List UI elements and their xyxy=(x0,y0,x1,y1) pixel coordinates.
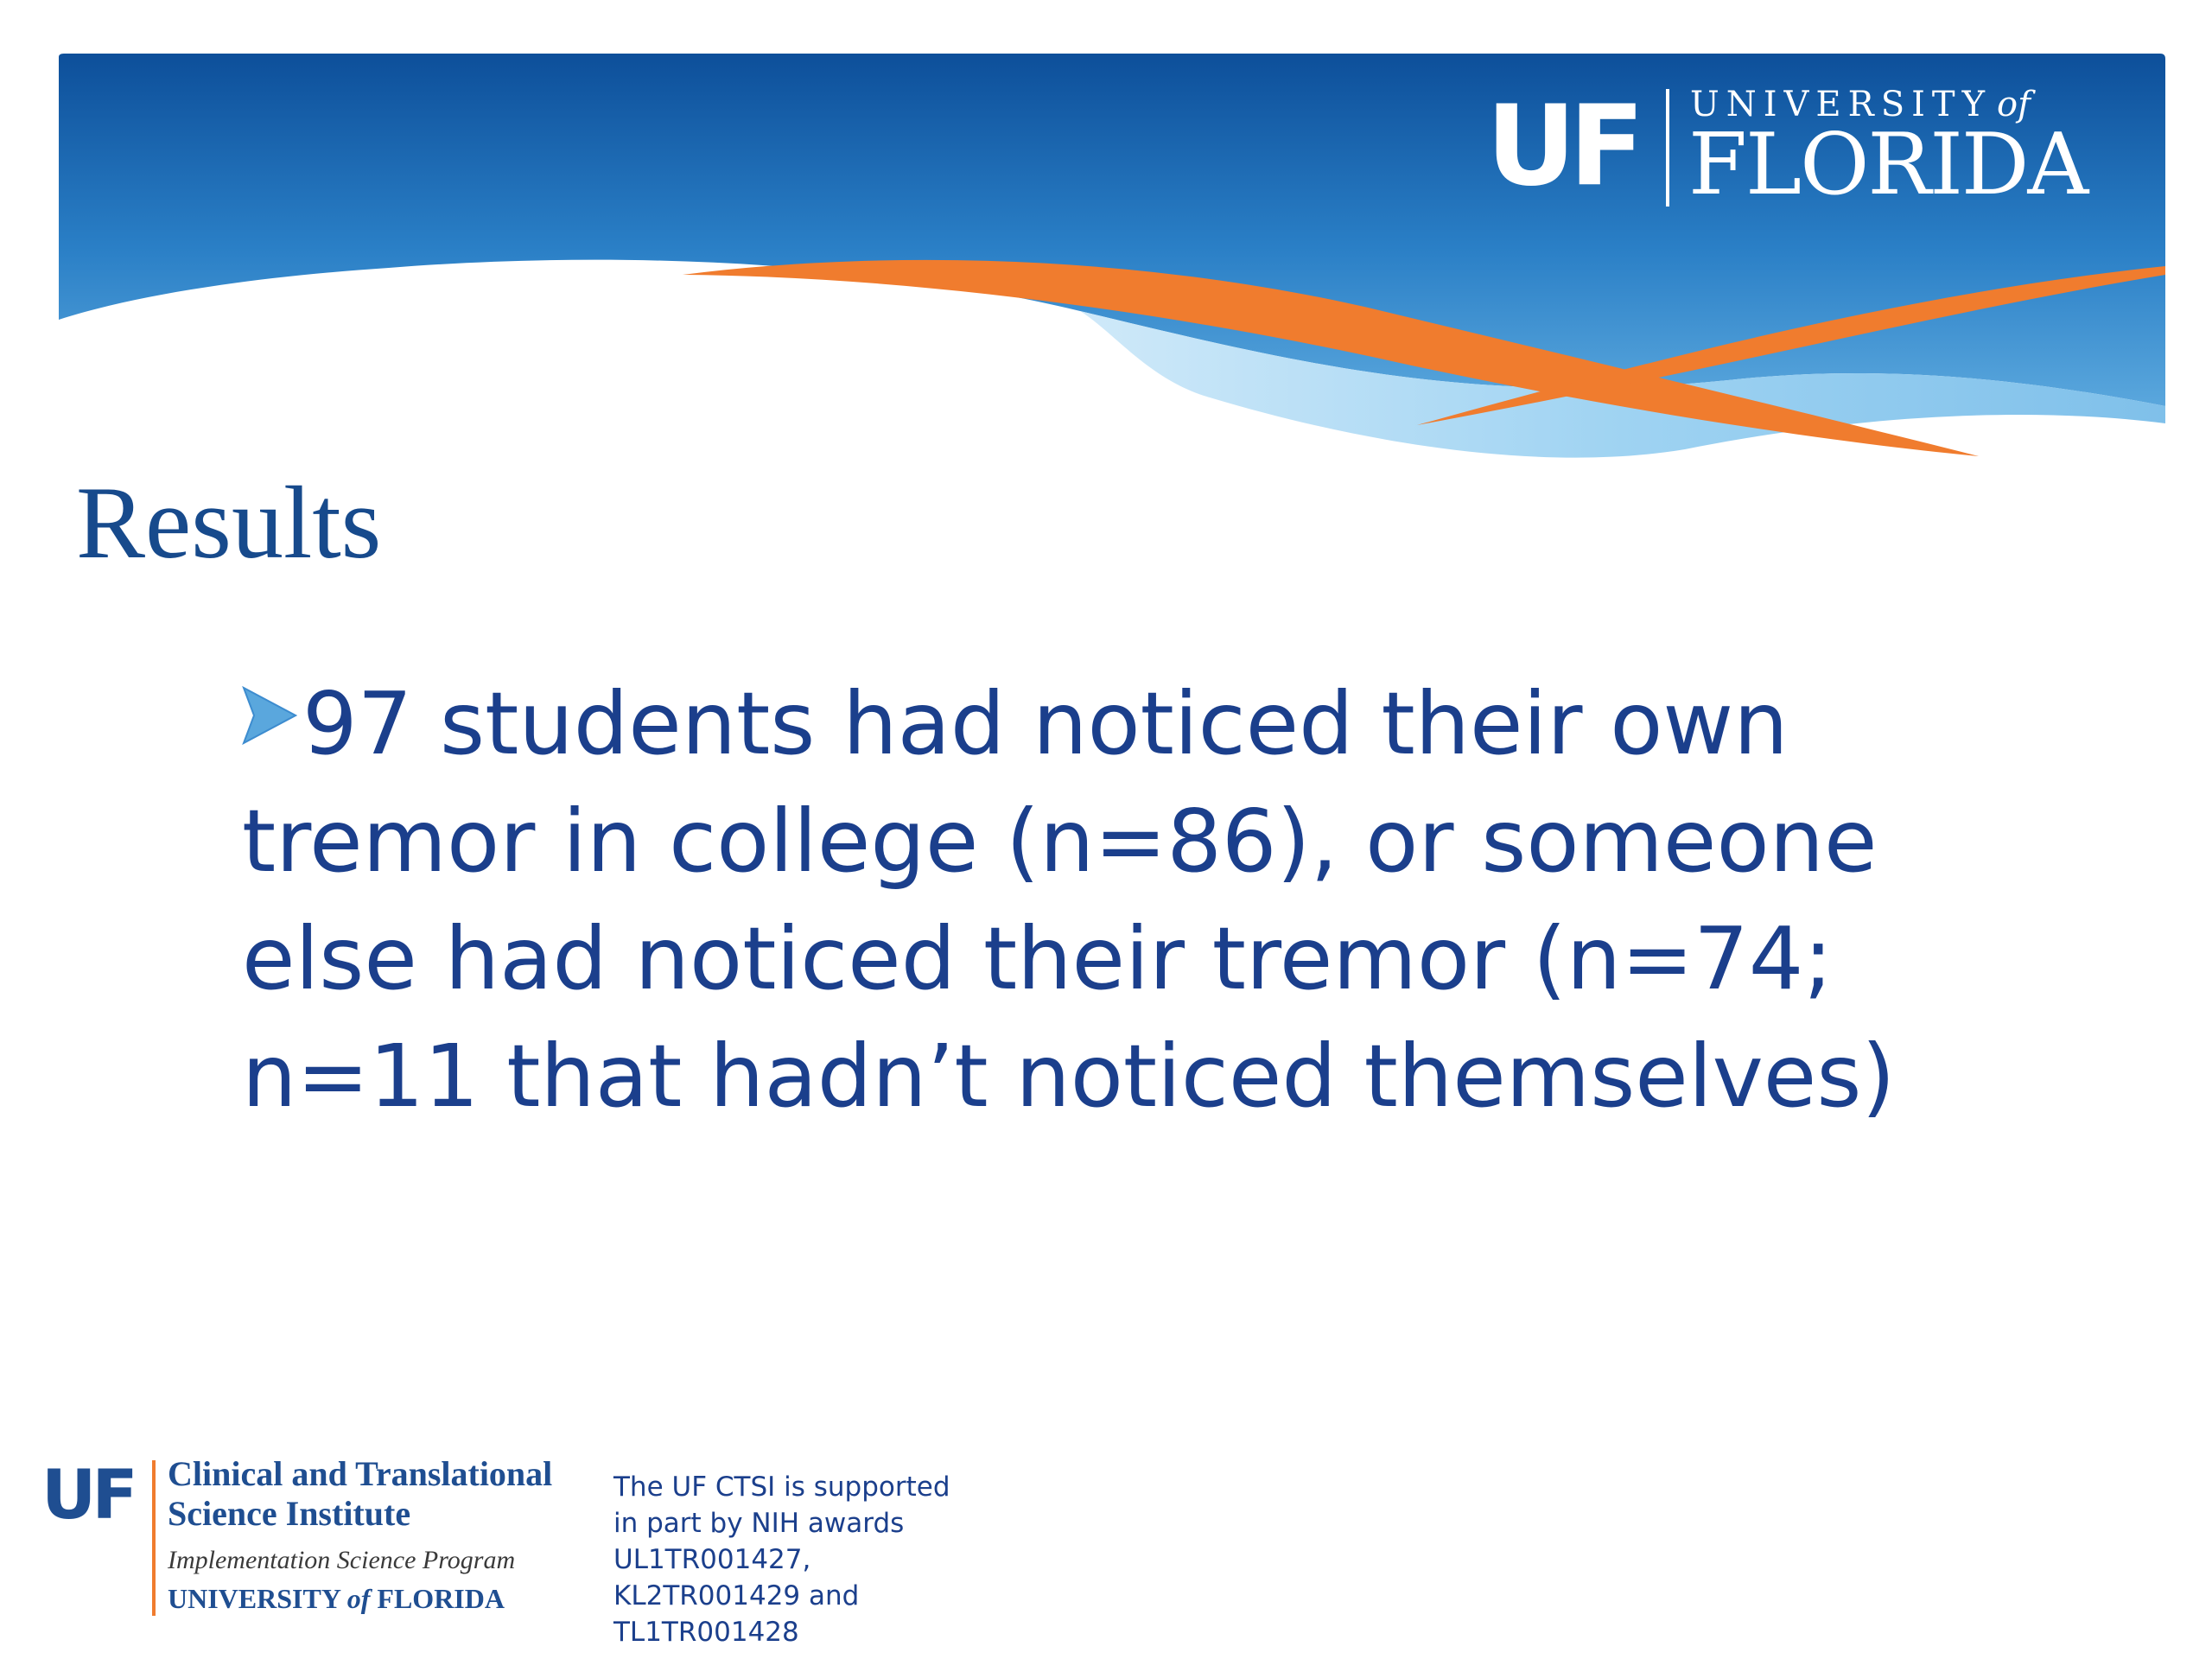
uf-logo-of: of xyxy=(1997,85,2031,124)
support-line: in part by NIH awards xyxy=(613,1508,905,1539)
support-line: KL2TR001429 and xyxy=(613,1580,860,1611)
header-banner xyxy=(0,0,2212,484)
ctsi-name-line1: Clinical and Translational xyxy=(168,1454,553,1493)
bullet-line: n=11 that hadn’t noticed themselves) xyxy=(242,1026,1896,1127)
ctsi-university-florida: FLORIDA xyxy=(377,1583,505,1614)
ctsi-logo[interactable] xyxy=(41,1453,603,1626)
ctsi-university-of: of xyxy=(346,1583,371,1614)
bullet-line: tremor in college (n=86), or someone xyxy=(242,791,1878,892)
bullet-line: 97 students had noticed their own xyxy=(302,673,1789,774)
arrow-bullet-icon xyxy=(242,681,297,750)
ctsi-university xyxy=(168,1581,505,1616)
support-note xyxy=(613,1469,976,1650)
bullet-text xyxy=(242,665,2031,1135)
ctsi-university-text: UNIVERSITY xyxy=(168,1583,340,1614)
uf-header-logo[interactable] xyxy=(1486,82,2143,212)
slide-title: Results xyxy=(76,465,382,580)
uf-logo-university-text: UNIVERSITY xyxy=(1690,85,1993,124)
uf-logo-florida: FLORIDA xyxy=(1688,116,2088,214)
ctsi-name-line2: Science Institute xyxy=(168,1494,411,1533)
bullet-line: else had noticed their tremor (n=74; xyxy=(242,908,1834,1009)
uf-logo-mark: UF xyxy=(1486,82,1638,211)
uf-logo-divider xyxy=(1666,89,1669,207)
ctsi-logo-mark: UF xyxy=(41,1457,134,1535)
ctsi-program: Implementation Science Program xyxy=(168,1546,516,1574)
support-line: UL1TR001427, xyxy=(613,1544,811,1575)
ctsi-logo-divider xyxy=(152,1460,156,1616)
support-line: The UF CTSI is supported xyxy=(613,1471,950,1503)
support-line: TL1TR001428 xyxy=(613,1617,799,1648)
